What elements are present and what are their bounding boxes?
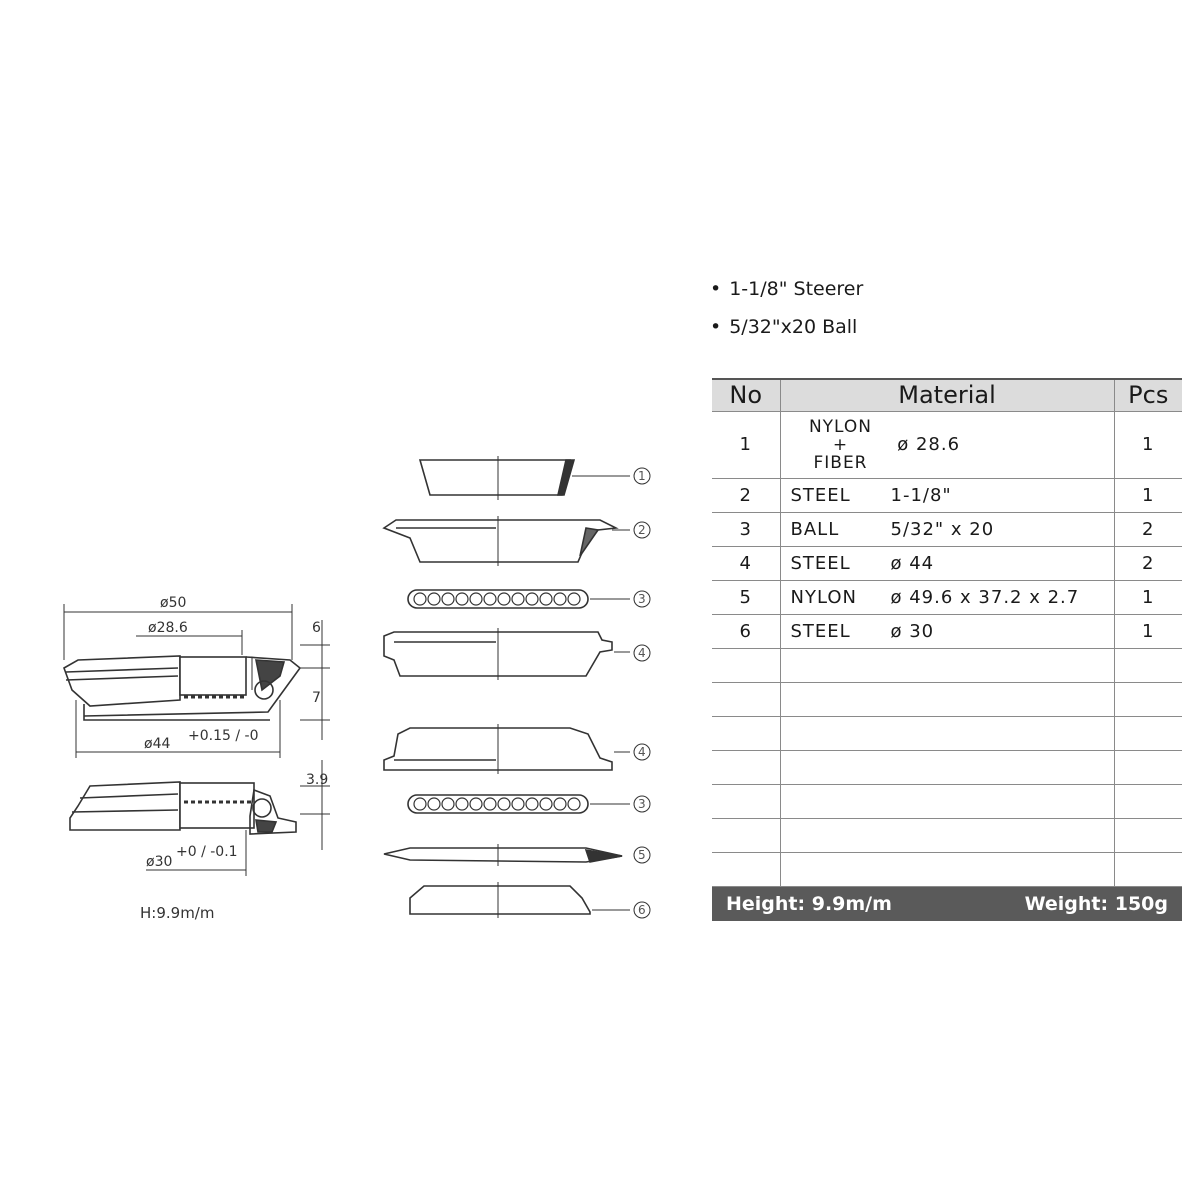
header-pcs: Pcs: [1114, 379, 1182, 411]
cell-no: 6: [739, 620, 752, 642]
cell-spec: ø 30: [890, 620, 935, 642]
table-row-empty: [712, 750, 1182, 784]
callout-2: 2: [638, 523, 646, 537]
table-row: [712, 512, 1182, 546]
spec-footer-bar: [712, 887, 1182, 921]
header-no: No: [729, 381, 763, 410]
cell-material: BALL: [790, 518, 840, 540]
callout-4: 4: [638, 646, 646, 660]
cell-material: NYLON: [790, 586, 857, 608]
dim-d44: ø44: [144, 736, 171, 752]
header-material: Material: [780, 379, 1114, 411]
cell-material: STEEL: [790, 484, 851, 506]
cell-no: 2: [739, 484, 752, 506]
dim-d50: ø50: [160, 595, 187, 611]
cell-pcs: 1: [1114, 411, 1182, 478]
table-row-empty: [712, 818, 1182, 852]
dim-d30: ø30: [146, 854, 173, 870]
cell-material: STEEL: [790, 552, 851, 574]
dim-h6: 6: [312, 620, 321, 636]
cell-no: 4: [739, 552, 752, 574]
exploded-part-4b: [384, 724, 650, 774]
cell-pcs: 1: [1114, 478, 1182, 512]
table-row: [712, 478, 1182, 512]
footer-weight: Weight: 150g: [1024, 893, 1168, 915]
table-row-empty: [712, 648, 1182, 682]
callout-6: 6: [638, 903, 646, 917]
cell-material: STEEL: [790, 620, 851, 642]
cell-spec: ø 49.6 x 37.2 x 2.7: [890, 586, 1080, 608]
cell-material: [781, 418, 891, 472]
exploded-part-6: [410, 882, 650, 918]
feature-ball: • 5/32"x20 Ball: [710, 308, 1130, 346]
dim-d44-tolerance: +0.15 / -0: [188, 728, 259, 744]
table-row-empty: [712, 682, 1182, 716]
cell-no: 1: [739, 434, 752, 455]
material-line: FIBER: [813, 452, 868, 473]
dim-d30-tolerance: +0 / -0.1: [176, 844, 238, 860]
callout-5: 5: [638, 848, 646, 862]
exploded-part-4a: [384, 628, 650, 680]
exploded-part-2: [384, 516, 650, 566]
callout-3: 3: [638, 592, 646, 606]
table-row-empty: [712, 784, 1182, 818]
cell-no: 3: [739, 518, 752, 540]
table-row: [712, 411, 1182, 478]
height-caption: H:9.9m/m: [140, 904, 215, 922]
exploded-part-3a: [408, 590, 650, 608]
exploded-part-5: [384, 844, 650, 866]
table-row: [712, 580, 1182, 614]
callout-1: 1: [638, 469, 646, 483]
callout-4b: 4: [638, 745, 646, 759]
material-line: NYLON: [808, 416, 873, 437]
table-row-empty: [712, 852, 1182, 886]
material-line: +: [832, 434, 849, 455]
callout-3b: 3: [638, 797, 646, 811]
table-row: [712, 546, 1182, 580]
dim-h7: 7: [312, 690, 321, 706]
exploded-part-1: [420, 456, 650, 500]
parts-table: [712, 378, 1182, 887]
cell-pcs: 1: [1114, 580, 1182, 614]
cell-pcs: 2: [1114, 546, 1182, 580]
cell-no: 5: [739, 586, 752, 608]
feature-steerer: • 1-1/8" Steerer: [710, 270, 1130, 308]
cell-spec: ø 28.6: [897, 434, 961, 455]
cell-pcs: 2: [1114, 512, 1182, 546]
dim-d28-6: ø28.6: [148, 620, 188, 636]
dim-h3-9: 3.9: [306, 772, 329, 788]
feature-list: [710, 270, 1130, 346]
table-row-empty: [712, 716, 1182, 750]
cell-spec: ø 44: [890, 552, 935, 574]
exploded-part-3b: [408, 795, 650, 813]
footer-height: Height: 9.9m/m: [726, 893, 892, 915]
table-row: [712, 614, 1182, 648]
cell-spec: 5/32" x 20: [890, 518, 995, 540]
cell-spec: 1-1/8": [890, 484, 952, 506]
table-header-row: [712, 379, 1182, 411]
cell-pcs: 1: [1114, 614, 1182, 648]
